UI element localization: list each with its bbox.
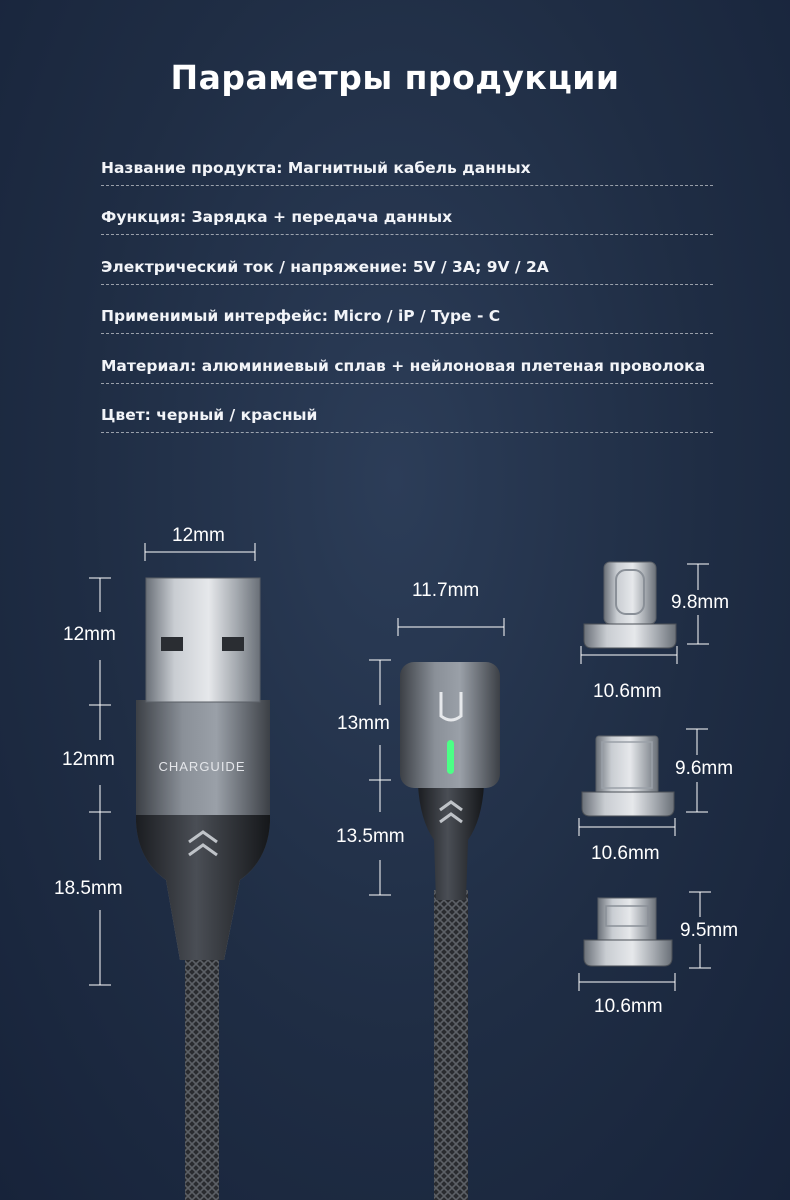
type-c-tip-icon [584, 562, 676, 648]
usb-housing-height-label: 12mm [62, 749, 115, 770]
lightning-tip-icon [582, 736, 674, 816]
spec-row-color: Цвет: черный / красный [101, 384, 713, 434]
tip-3-height-label: 9.5mm [680, 920, 739, 941]
usb-housing-boot [136, 815, 270, 960]
usb-cable-braid [185, 960, 219, 1200]
usb-plug-height-label: 12mm [63, 624, 116, 645]
magnetic-cable-braid [434, 890, 468, 1200]
magnetic-connector [400, 662, 500, 1200]
spec-row-current-voltage: Электрический ток / напряжение: 5V / 3A; 9V / 2A [101, 235, 713, 285]
spec-row-product-name: Название продукта: Магнитный кабель данных [101, 136, 713, 186]
magnetic-lower-height-label: 13.5mm [336, 826, 405, 847]
usb-width-label: 12mm [172, 525, 225, 546]
spec-row-function: Функция: Зарядка + передача данных [101, 186, 713, 236]
brand-logo: CHARGUIDE [158, 759, 246, 774]
usb-plug-hole-right [222, 637, 244, 651]
magnetic-upper-height-label: 13mm [337, 713, 390, 734]
tip-1-height-label: 9.8mm [671, 592, 730, 613]
tip-2-height-label: 9.6mm [675, 758, 734, 779]
micro-usb-tip-icon [584, 898, 672, 966]
tip-3-width-label: 10.6mm [594, 996, 663, 1017]
usb-neck-height-label: 18.5mm [54, 878, 123, 899]
tip-1-width-label: 10.6mm [593, 681, 662, 702]
usb-a-connector [136, 578, 270, 1200]
spec-row-interface: Применимый интерфейс: Micro / iP / Type - C [101, 285, 713, 335]
tip-2-width-label: 10.6mm [591, 843, 660, 864]
magnetic-width-label: 11.7mm [412, 580, 480, 601]
page-title: Параметры продукции [170, 58, 620, 97]
led-indicator [447, 740, 454, 774]
spec-row-material: Материал: алюминиевый сплав + нейлоновая плетеная проволока [101, 334, 713, 384]
usb-plug-hole-left [161, 637, 183, 651]
